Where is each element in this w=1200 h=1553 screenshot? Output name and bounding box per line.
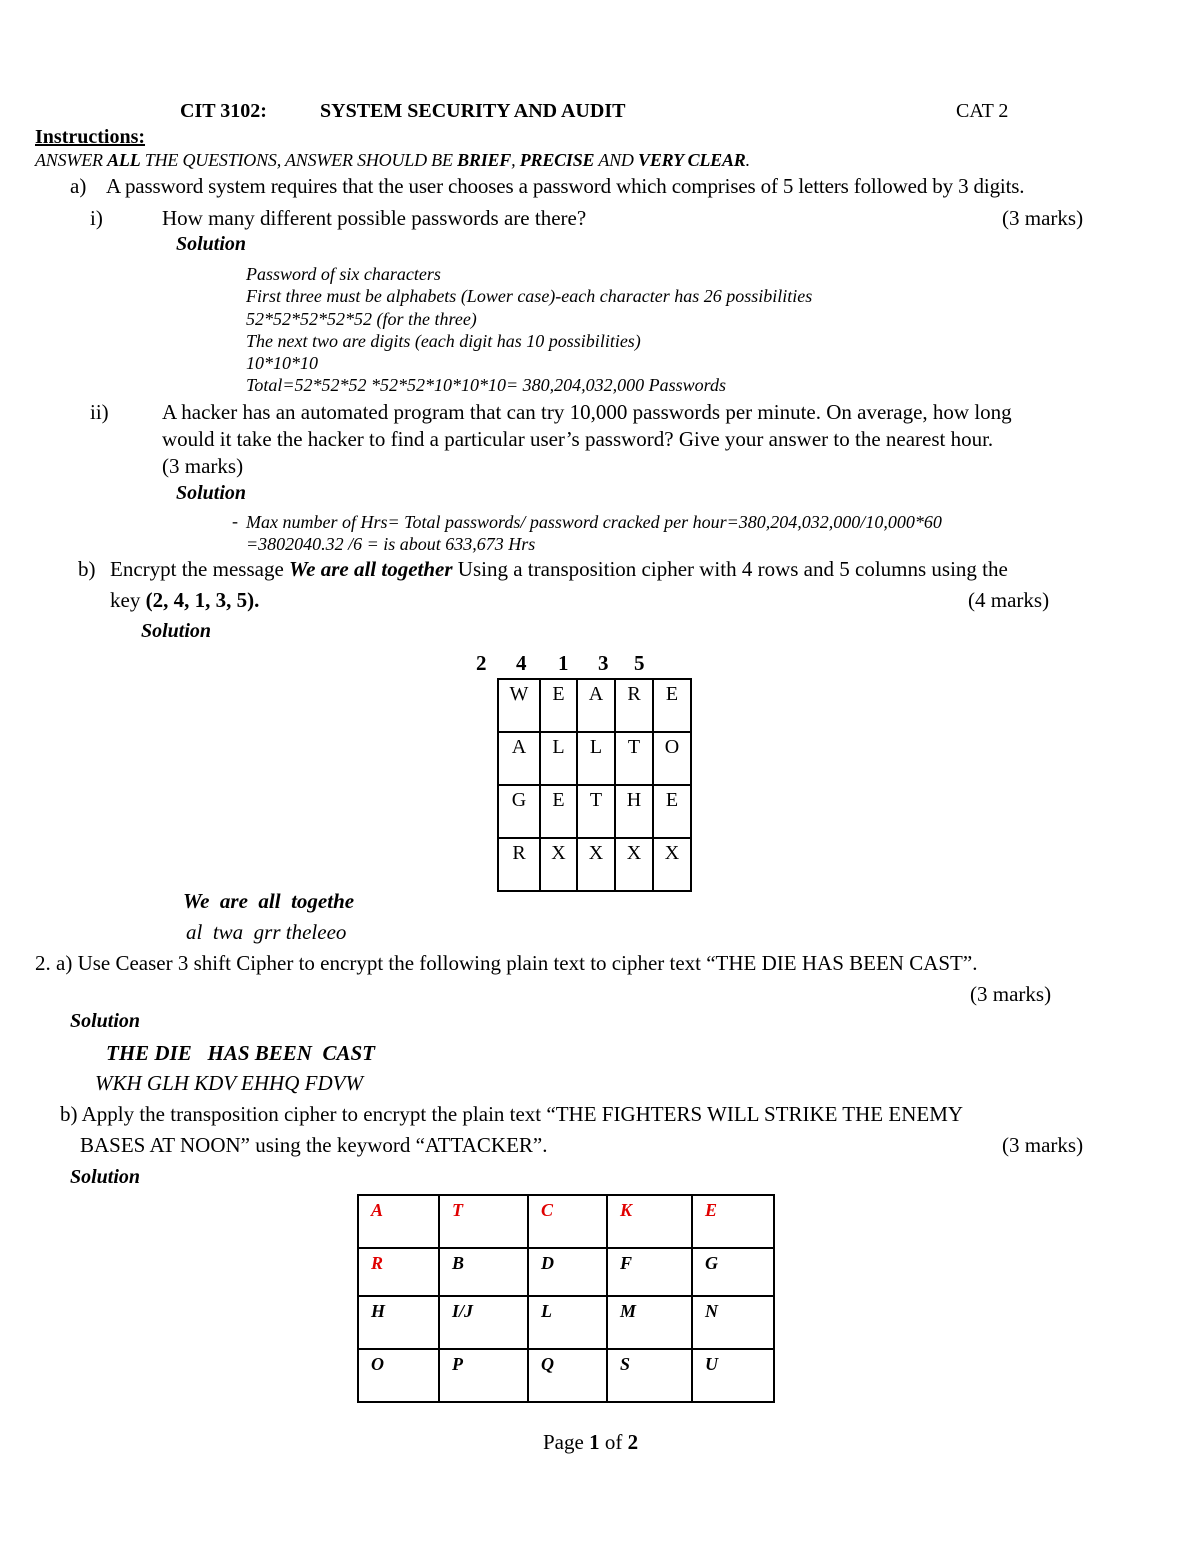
q1aii-solution-heading: Solution (176, 482, 247, 504)
q1aii-calc-line2: =3802040.32 /6 = is about 633,673 Hrs (246, 534, 536, 554)
q1aii-line1: A hacker has an automated program that can try 10,000 passwords per minute. On average, how long (162, 400, 1012, 424)
grid-cell: H (615, 785, 653, 838)
grid-cell: S (607, 1349, 692, 1402)
grid-cell: K (607, 1195, 692, 1248)
key-number: 4 (516, 651, 527, 675)
grid-row (358, 1349, 774, 1402)
grid-cell: U (692, 1349, 774, 1402)
q1aii-label: ii) (90, 400, 109, 424)
keyword-grid (357, 1194, 775, 1403)
grid-cell: E (540, 785, 577, 838)
grid-row (358, 1195, 774, 1248)
q1b-key: key (2, 4, 1, 3, 5). (110, 588, 260, 612)
grid-cell: C (528, 1195, 607, 1248)
q2a-solution-heading: Solution (70, 1010, 141, 1032)
grid-cell: E (653, 679, 691, 732)
q1b-answer-line1: We are all togethe (183, 889, 355, 913)
grid-cell: E (540, 679, 577, 732)
key-number: 5 (634, 651, 645, 675)
grid-row (498, 732, 691, 785)
grid-cell: R (498, 838, 540, 891)
q2a-marks: (3 marks) (970, 982, 1052, 1006)
q1b-answer-line2: al twa grr theleeo (186, 920, 347, 944)
q2a-text: 2. a) Use Ceaser 3 shift Cipher to encrypt the following plain text to cipher text “THE DIE HAS BEEN CAST”. (35, 951, 978, 975)
grid-row (498, 838, 691, 891)
solution-line: 52*52*52*52*52 (for the three) (246, 308, 477, 329)
instructions-heading: Instructions: (35, 126, 146, 148)
solution-line: Password of six characters (246, 264, 441, 284)
q2b-line2: BASES AT NOON” using the keyword “ATTACKER”. (80, 1133, 548, 1157)
q1aii-line2: would it take the hacker to find a particular user’s password? Give your answer to the nearest hour. (162, 427, 994, 451)
grid-cell: A (358, 1195, 439, 1248)
grid-cell: E (692, 1195, 774, 1248)
grid-cell: R (358, 1248, 439, 1296)
solution-line: Total=52*52*52 *52*52*10*10*10= 380,204,032,000 Passwords (246, 375, 727, 396)
key-number: 1 (558, 651, 569, 675)
grid-cell: L (528, 1296, 607, 1349)
grid-cell: X (653, 838, 691, 891)
grid-cell: X (615, 838, 653, 891)
grid-cell: T (439, 1195, 528, 1248)
grid-cell: L (577, 732, 615, 785)
exam-label: CAT 2 (956, 100, 1009, 122)
grid-cell: A (498, 732, 540, 785)
grid-cell: I/J (439, 1296, 528, 1349)
q1b-text: Encrypt the message We are all together Using a transposition cipher with 4 rows and 5 columns using the (110, 557, 1008, 581)
solution-line: First three must be alphabets (Lower case)-each character has 26 possibilities (246, 286, 813, 307)
transposition-grid (497, 678, 692, 892)
key-number: 3 (598, 651, 609, 675)
grid-cell: X (540, 838, 577, 891)
q1aii-calc-line1: Max number of Hrs= Total passwords/ password cracked per hour=380,204,032,000/10,000*60 (246, 512, 942, 532)
q2b-marks: (3 marks) (1002, 1133, 1084, 1157)
grid-cell: R (615, 679, 653, 732)
instructions-text: ANSWER ALL THE QUESTIONS, ANSWER SHOULD BE BRIEF, PRECISE AND VERY CLEAR. (35, 150, 750, 170)
solution-line: The next two are digits (each digit has 10 possibilities) (246, 330, 641, 351)
q1ai-solution-body (246, 263, 812, 397)
course-title: SYSTEM SECURITY AND AUDIT (320, 100, 626, 122)
grid-row (498, 679, 691, 732)
grid-cell: B (439, 1248, 528, 1296)
q1ai-text: How many different possible passwords are there? (162, 206, 587, 230)
q1b-solution-heading: Solution (141, 620, 212, 642)
grid-cell: N (692, 1296, 774, 1349)
grid-cell: T (615, 732, 653, 785)
grid-cell: Q (528, 1349, 607, 1402)
grid-cell: H (358, 1296, 439, 1349)
q2a-plain-text: THE DIE HAS BEEN CAST (106, 1041, 375, 1065)
q1b-marks: (4 marks) (968, 588, 1050, 612)
course-code: CIT 3102: (180, 100, 267, 122)
grid-cell: X (577, 838, 615, 891)
q1a-text: A password system requires that the user chooses a password which comprises of 5 letters followed by 3 digits. (106, 174, 1025, 198)
grid-cell: W (498, 679, 540, 732)
page-footer: Page 1 of 2 (543, 1430, 639, 1454)
grid-row (358, 1296, 774, 1349)
grid-cell: M (607, 1296, 692, 1349)
q2a-cipher-text: WKH GLH KDV EHHQ FDVW (95, 1071, 363, 1095)
q1ai-label: i) (90, 206, 103, 230)
grid-cell: G (692, 1248, 774, 1296)
bullet-dash: - (232, 511, 238, 531)
q1a-label: a) (70, 174, 87, 198)
grid-cell: L (540, 732, 577, 785)
grid-cell: A (577, 679, 615, 732)
key-number: 2 (476, 651, 487, 675)
grid-row (358, 1248, 774, 1296)
grid-cell: E (653, 785, 691, 838)
solution-line: 10*10*10 (246, 353, 318, 374)
q1ai-solution-heading: Solution (176, 233, 247, 255)
q2b-line1: b) Apply the transposition cipher to encrypt the plain text “THE FIGHTERS WILL STRIKE THE ENEMY (60, 1102, 964, 1126)
grid-cell: D (528, 1248, 607, 1296)
grid-cell: O (358, 1349, 439, 1402)
grid-cell: T (577, 785, 615, 838)
q1b-label: b) (78, 557, 96, 581)
grid-cell: P (439, 1349, 528, 1402)
grid-cell: G (498, 785, 540, 838)
q1ai-marks: (3 marks) (1002, 206, 1084, 230)
grid-cell: F (607, 1248, 692, 1296)
grid-cell: O (653, 732, 691, 785)
q2b-solution-heading: Solution (70, 1166, 141, 1188)
q1aii-marks: (3 marks) (162, 454, 244, 478)
grid-row (498, 785, 691, 838)
